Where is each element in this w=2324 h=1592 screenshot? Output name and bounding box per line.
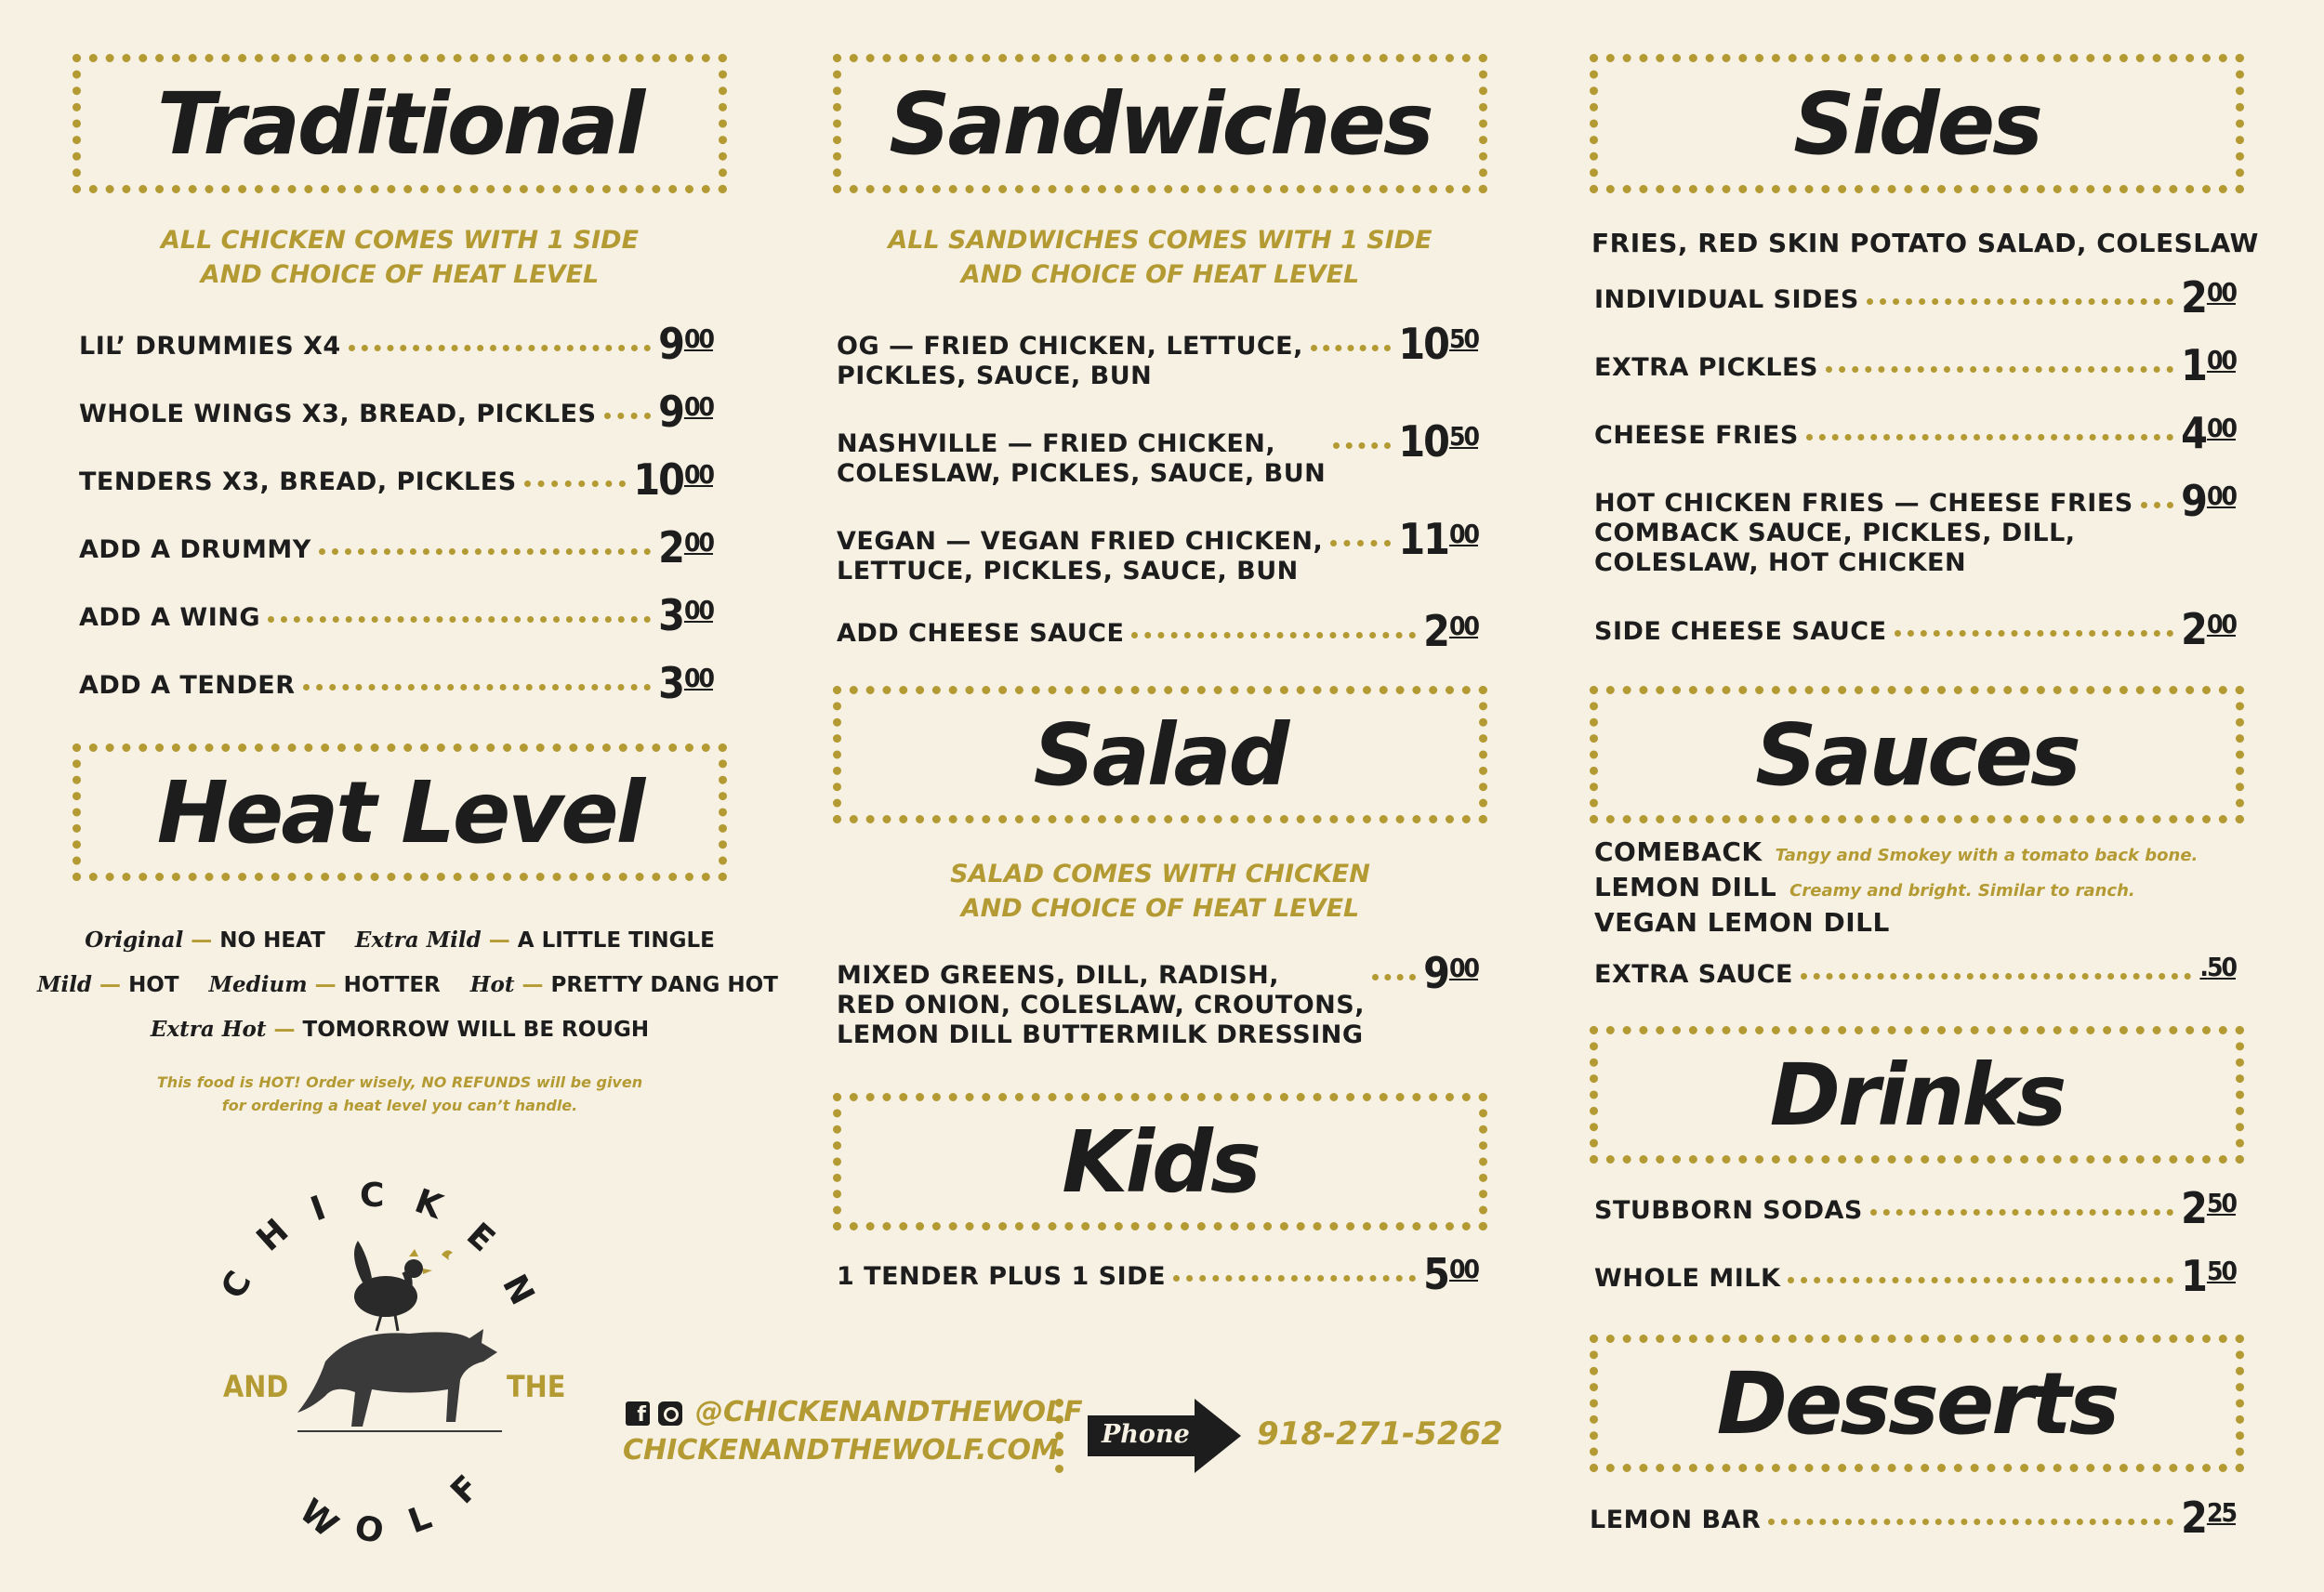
item-price: 4 00 [2181, 408, 2236, 458]
salad-note: SALAD COMES WITH CHICKEN AND CHOICE OF HEAT LEVEL [950, 860, 1370, 923]
drinks-header [1590, 1026, 2244, 1164]
menu-item [837, 948, 1478, 1050]
menu-item [79, 319, 713, 369]
desserts-header [1590, 1335, 2244, 1472]
menu-item [1594, 272, 2236, 322]
heat-disclaimer: This food is HOT! Order wisely, NO REFUNDS will be given for ordering a heat level you can’t handle. [156, 1073, 643, 1114]
menu-item [837, 1249, 1478, 1299]
leader-dots [319, 535, 651, 555]
item-name: NASHVILLE — FRIED CHICKEN, COLESLAW, PICKLES, SAUCE, BUN [837, 429, 1327, 488]
traditional-note: ALL CHICKEN COMES WITH 1 SIDE AND CHOICE OF HEAT LEVEL [160, 226, 640, 289]
sauce-item: COMEBACK Tangy and Smokey with a tomato back bone. [1594, 836, 2199, 867]
leader-dots [349, 332, 651, 351]
item-name: MIXED GREENS, DILL, RADISH, RED ONION, COLESLAW, CROUTONS, LEMON DILL BUTTERMILK DRESSING [837, 961, 1365, 1049]
heat-row-1: Original — NO HEAT Extra Mild — A LITTLE TINGLE [85, 928, 715, 953]
leader-dots [1330, 527, 1391, 546]
logo-letter: E [458, 1216, 502, 1260]
menu-item [837, 416, 1478, 489]
kids-header [833, 1093, 1487, 1230]
menu-item [837, 514, 1478, 586]
leader-dots [1867, 285, 2173, 305]
menu-item [1594, 340, 2236, 390]
menu-item [1594, 1251, 2236, 1301]
section-title: Sandwiches [889, 73, 1432, 174]
item-price: 2 00 [1423, 606, 1478, 656]
item-price: 3 00 [658, 658, 713, 708]
item-name: WHOLE MILK [1594, 1264, 1781, 1293]
leader-dots [1826, 353, 2173, 373]
leader-dots [1131, 619, 1416, 638]
logo-letter: K [409, 1181, 448, 1228]
sauces-header [1590, 686, 2244, 823]
section-title: Desserts [1716, 1353, 2118, 1454]
item-price: 3 00 [658, 590, 713, 640]
item-price: 1 50 [2181, 1251, 2236, 1301]
logo-letter: W [292, 1492, 345, 1546]
leader-dots [268, 603, 651, 623]
facebook-icon[interactable]: f [626, 1401, 650, 1426]
logo-letter: F [443, 1467, 487, 1512]
item-name: EXTRA SAUCE [1594, 960, 1793, 989]
menu-item [79, 387, 713, 437]
item-name: SIDE CHEESE SAUCE [1594, 617, 1887, 646]
leader-dots [1173, 1262, 1416, 1282]
menu-item [837, 606, 1478, 656]
item-price: 2 00 [2181, 604, 2236, 654]
salad-header [833, 686, 1487, 823]
menu-item [79, 522, 713, 572]
menu-item [1594, 1183, 2236, 1233]
item-price: 2 00 [2181, 272, 2236, 322]
item-price: 9 00 [658, 387, 713, 437]
item-price: 5 00 [1423, 1249, 1478, 1299]
item-name: VEGAN — VEGAN FRIED CHICKEN, LETTUCE, PICKLES, SAUCE, BUN [837, 527, 1324, 585]
leader-dots [1311, 332, 1391, 351]
item-name: ADD CHEESE SAUCE [837, 619, 1125, 648]
leader-dots [524, 467, 627, 487]
sauce-item: LEMON DILL Creamy and bright. Similar to ranch. [1594, 872, 2135, 902]
item-price: 2 00 [658, 522, 713, 572]
item-price: 10 00 [633, 454, 713, 505]
item-name: WHOLE WINGS X3, BREAD, PICKLES [79, 400, 597, 428]
menu-item [1594, 408, 2236, 458]
leader-dots [1801, 960, 2191, 980]
instagram-icon[interactable] [658, 1401, 682, 1426]
item-name: CHEESE FRIES [1594, 421, 1799, 450]
item-name: HOT CHICKEN FRIES — CHEESE FRIES COMBACK SAUCE, PICKLES, DILL, COLESLAW, HOT CHICKEN [1594, 489, 2133, 577]
item-name: 1 TENDER PLUS 1 SIDE [837, 1262, 1167, 1291]
logo-letter: N [495, 1268, 542, 1311]
section-title: Sides [1793, 73, 2040, 174]
item-price: 9 00 [658, 319, 713, 369]
wolf-icon [297, 1329, 502, 1431]
item-price: 11 00 [1398, 514, 1478, 564]
item-name: LIL’ DRUMMIES X4 [79, 332, 341, 361]
logo-the: THE [507, 1369, 566, 1404]
leader-dots [1895, 617, 2174, 637]
leader-dots [604, 400, 652, 419]
menu-item [79, 590, 713, 640]
section-title: Salad [1033, 704, 1287, 805]
menu-item [1594, 476, 2236, 578]
menu-item [1594, 604, 2236, 654]
phone-number[interactable]: 918-271-5262 [1257, 1415, 1503, 1453]
item-price: .50 [2199, 952, 2236, 982]
leader-dots [2141, 489, 2173, 508]
item-price: 2 50 [2181, 1183, 2236, 1233]
heat-row-3: Extra Hot — TOMORROW WILL BE ROUGH [150, 1017, 650, 1042]
sandwiches-note: ALL SANDWICHES COMES WITH 1 SIDE AND CHOICE OF HEAT LEVEL [888, 226, 1433, 289]
item-price: 10 50 [1398, 416, 1478, 467]
section-title: Sauces [1755, 704, 2079, 805]
logo-letter: L [403, 1498, 437, 1542]
section-title: Kids [1062, 1112, 1259, 1212]
traditional-header [73, 54, 727, 193]
item-name: ADD A WING [79, 603, 261, 632]
heat-row-2: Mild — HOT Medium — HOTTER Hot — PRETTY DANG HOT [37, 972, 778, 997]
logo-letter: C [360, 1177, 385, 1215]
divider-dots [1055, 1399, 1063, 1473]
leader-dots [1768, 1506, 2173, 1525]
item-name: INDIVIDUAL SIDES [1594, 285, 1859, 314]
chicken-and-the-wolf-logo [186, 1152, 614, 1561]
leader-dots [1806, 421, 2173, 441]
item-name: OG — FRIED CHICKEN, LETTUCE, PICKLES, SAUCE, BUN [837, 332, 1303, 390]
sandwiches-header [833, 54, 1487, 193]
logo-and: AND [223, 1369, 289, 1404]
leader-dots [1870, 1196, 2173, 1216]
leader-dots [303, 671, 652, 691]
item-name: ADD A DRUMMY [79, 535, 311, 564]
menu-item [1594, 952, 2236, 990]
item-name: LEMON BAR [1590, 1506, 1762, 1534]
leader-dots [1333, 429, 1391, 449]
section-title: Traditional [156, 73, 643, 174]
phone-label: Phone [1102, 1420, 1190, 1449]
item-name: EXTRA PICKLES [1594, 353, 1818, 382]
item-price: 9 00 [1423, 948, 1478, 998]
logo-letter: O [351, 1508, 387, 1552]
item-price: 10 50 [1398, 319, 1478, 369]
leader-dots [1372, 961, 1416, 980]
item-price: 9 00 [2181, 476, 2236, 526]
menu-item [837, 319, 1478, 391]
leader-dots [1788, 1264, 2173, 1283]
sauce-item: VEGAN LEMON DILL [1594, 907, 1890, 938]
section-title: Heat Level [156, 762, 643, 862]
item-name: STUBBORN SODAS [1594, 1196, 1863, 1225]
item-price: 2 25 [2181, 1493, 2236, 1543]
heat-level-header [73, 743, 727, 881]
social-handle[interactable]: @CHICKENANDTHEWOLF [695, 1396, 1083, 1428]
logo-letter: I [306, 1189, 331, 1230]
item-price: 1 00 [2181, 340, 2236, 390]
logo-letter: C [214, 1265, 260, 1306]
rooster-icon [354, 1241, 453, 1331]
menu-item [79, 658, 713, 708]
section-title: Drinks [1769, 1045, 2065, 1145]
item-name: TENDERS X3, BREAD, PICKLES [79, 467, 517, 496]
sides-list: FRIES, RED SKIN POTATO SALAD, COLESLAW [1591, 228, 2259, 258]
menu-item [79, 454, 713, 505]
sides-header [1590, 54, 2244, 193]
item-name: ADD A TENDER [79, 671, 296, 700]
menu-item [1590, 1493, 2236, 1543]
logo-letter: H [249, 1212, 297, 1259]
website-link[interactable]: CHICKENANDTHEWOLF.COM [623, 1434, 1059, 1467]
